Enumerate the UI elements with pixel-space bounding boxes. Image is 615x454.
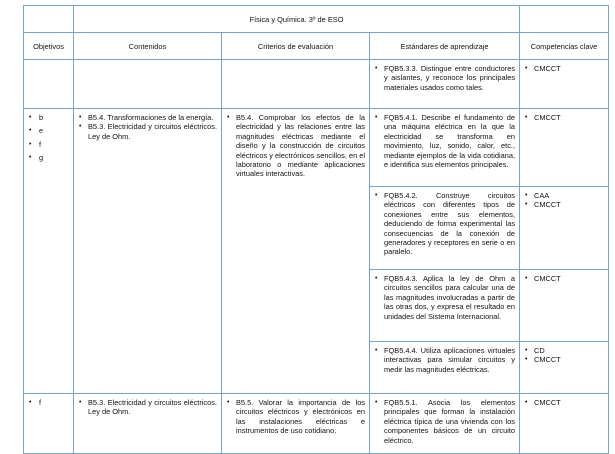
competencias-cell — [520, 60, 609, 109]
title-empty-cell — [520, 6, 609, 33]
bullet-icon: • — [375, 65, 378, 72]
bullet-icon: • — [227, 114, 230, 121]
objetivo-letter: e — [39, 126, 44, 136]
competencias-cell — [520, 109, 609, 187]
estandar-cell — [370, 394, 520, 454]
bullet-icon: • — [79, 114, 82, 121]
criterios-cell — [222, 394, 370, 454]
competencia-code: CAA — [534, 191, 550, 200]
competencia-code: CMCCT — [534, 274, 561, 283]
competencias-cell — [520, 394, 609, 454]
corner-cell — [24, 6, 74, 33]
estandar-cell — [370, 187, 520, 270]
bullet-icon: • — [79, 123, 82, 131]
bullet-icon: • — [29, 399, 32, 406]
bullet-icon: • — [29, 154, 32, 162]
bullet-icon: • — [79, 399, 82, 406]
contenido-text: B5.3. Electricidad y circuitos eléctricos. Ley de Ohm. — [88, 122, 217, 141]
contenidos-cell — [74, 394, 222, 454]
objetivos-cell — [24, 109, 74, 394]
bullet-icon: • — [29, 127, 32, 135]
criterios-cell — [222, 109, 370, 394]
estandar-text: FQB5.4.1. Describe el fundamento de una máquina eléctrica en la que la electricidad se transforma en movimiento, luz, sonido, calor, etc., mediante ejemplos de la vida cotidiana, e identifica sus elementos principales. — [384, 113, 516, 170]
competencias-cell — [520, 342, 609, 394]
bullet-icon: • — [375, 275, 378, 282]
estandar-text: FQB5.5.1. Asocia los elementos principales que forman la instalación eléctrica típica de una vivienda con los componentes básicos de un circuito eléctrico. — [384, 398, 516, 445]
competencias-cell — [520, 270, 609, 342]
table-row — [24, 60, 609, 109]
header-competencias: Competencias clave — [520, 33, 609, 60]
header-contenidos: Contenidos — [74, 33, 222, 60]
estandar-text: FQB5.4.2. Construye circuitos eléctricos con diferentes tipos de conexiones entre sus elementos, deduciendo de forma experimental las consecuencias de la conexión de generadores y receptores en serie o en paralelo. — [384, 191, 516, 257]
contenidos-cell — [74, 60, 222, 109]
objetivo-letter: f — [39, 398, 42, 407]
header-objetivos: Objetivos — [24, 33, 74, 60]
bullet-icon: • — [29, 114, 32, 121]
curriculum-table-wrapper — [23, 5, 608, 445]
table-title: Física y Química. 3º de ESO — [74, 6, 520, 33]
objetivos-cell — [24, 60, 74, 109]
contenidos-cell — [74, 109, 222, 394]
estandar-cell — [370, 342, 520, 394]
bullet-icon: • — [375, 347, 378, 354]
criterio-text: B5.5. Valorar la importancia de los circuitos eléctricos y electrónicos en las instalaciones eléctricas e instrumentos de uso cotidiano. — [236, 398, 365, 436]
criterio-text: B5.4. Comprobar los efectos de la electricidad y las relaciones entre las magnitudes eléctricas mediante el diseño y la construcción de circuitos eléctricos y electrónicos sencillos, en el laboratorio o mediante aplicaciones virtuales interactivas. — [236, 113, 365, 179]
header-criterios: Criterios de evaluación — [222, 33, 370, 60]
curriculum-table — [23, 5, 609, 454]
competencia-code: CMCCT — [534, 398, 561, 407]
bullet-icon: • — [525, 347, 528, 354]
contenido-text: B5.3. Electricidad y circuitos eléctricos. Ley de Ohm. — [88, 398, 217, 417]
bullet-icon: • — [29, 140, 32, 148]
table-row — [24, 109, 609, 187]
objetivo-letter: b — [39, 113, 44, 122]
header-row — [24, 33, 609, 60]
criterios-cell — [222, 60, 370, 109]
header-estandares: Estándares de aprendizaje — [370, 33, 520, 60]
bullet-icon: • — [375, 114, 378, 121]
bullet-icon: • — [525, 114, 528, 121]
estandar-cell — [370, 60, 520, 109]
bullet-icon: • — [525, 192, 528, 199]
estandar-text: FQB5.3.3. Distingue entre conductores y aislantes, y reconoce los principales materiales usados como tales. — [384, 64, 516, 92]
competencia-code: CMCCT — [534, 200, 561, 210]
estandar-text: FQB5.4.3. Aplica la ley de Ohm a circuitos sencillos para calcular una de las magnitudes involucradas a partir de las otras dos, y expresa el resultado en unidades del Sistema Internacional. — [384, 274, 516, 321]
competencia-code: CMCCT — [534, 64, 561, 73]
objetivo-letter: g — [39, 153, 44, 163]
contenido-text: B5.4. Transformaciones de la energía. — [88, 113, 214, 122]
bullet-icon: • — [525, 399, 528, 406]
competencia-code: CMCCT — [534, 113, 561, 122]
bullet-icon: • — [375, 192, 378, 199]
competencia-code: CD — [534, 346, 545, 355]
bullet-icon: • — [525, 65, 528, 72]
competencias-cell — [520, 187, 609, 270]
bullet-icon: • — [525, 356, 528, 364]
bullet-icon: • — [525, 201, 528, 209]
objetivos-cell — [24, 394, 74, 454]
estandar-cell — [370, 270, 520, 342]
title-row — [24, 6, 609, 33]
bullet-icon: • — [227, 399, 230, 406]
objetivo-letter: f — [39, 139, 42, 149]
bullet-icon: • — [375, 399, 378, 406]
estandar-cell — [370, 109, 520, 187]
estandar-text: FQB5.4.4. Utiliza aplicaciones virtuales interactivas para simular circuitos y medir las magnitudes eléctricas. — [384, 346, 516, 374]
table-row — [24, 394, 609, 454]
bullet-icon: • — [525, 275, 528, 282]
competencia-code: CMCCT — [534, 355, 561, 365]
